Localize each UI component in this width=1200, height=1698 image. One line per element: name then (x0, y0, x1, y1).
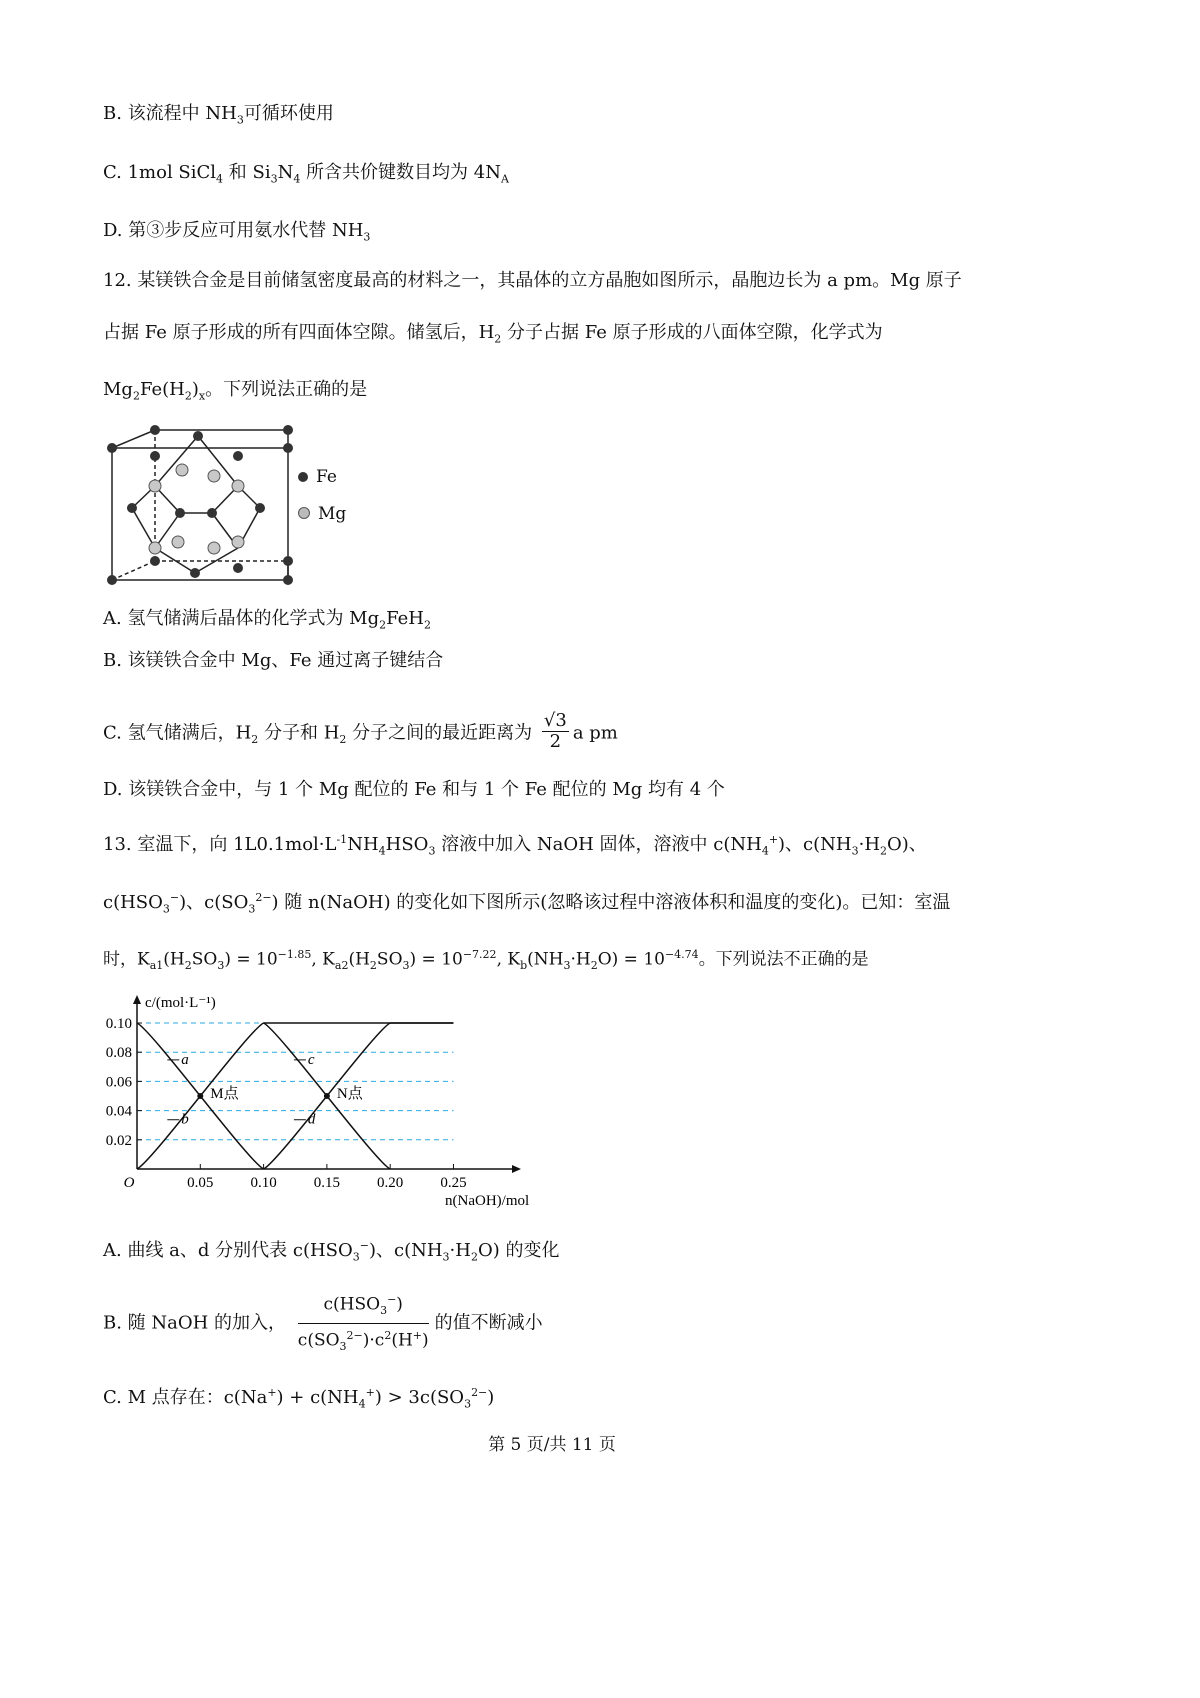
x-tick-label: 0.20 (377, 1175, 404, 1191)
concentration-chart (95, 993, 565, 1215)
point-marker (324, 1093, 330, 1099)
fraction: $c(HSO_3^-)$ $c(SO_3^{2-})\cdot c^2(H^+)$ (298, 1288, 429, 1359)
q12-stem-line1: 12. 某镁铁合金是目前储氢密度最高的材料之一，其晶体的立方晶胞如图所示，晶胞边长为 a pm。Mg 原子 (103, 270, 962, 291)
y-tick-label: 0.08 (105, 1045, 132, 1062)
mg-atom-icon (298, 507, 310, 519)
y-axis-label: c/(mol·L⁻¹) (145, 995, 216, 1011)
y-tick-label: 0.02 (105, 1132, 132, 1149)
q12-stem-line2: 占据 Fe 原子形成的所有四面体空隙。储氢后，$H_2$ 分子占据 Fe 原子形成的八面体空隙，化学式为 (103, 322, 883, 346)
point-label: M点 (210, 1086, 239, 1102)
x-tick-label: 0.05 (187, 1175, 214, 1191)
y-axis-arrow-icon (133, 995, 141, 1004)
series-b-label: b (181, 1111, 189, 1128)
point-label: N点 (336, 1086, 363, 1102)
x-tick-label: 0.15 (313, 1175, 341, 1191)
fe-atom-icon (298, 472, 308, 482)
q13-option-a: A. 曲线 a、d 分别代表 $c(HSO_3^-)$、$c(NH_3\cdot H_2O)$ 的变化 (103, 1239, 560, 1264)
fraction: $\frac{√3}{2}$ (543, 710, 567, 752)
q13-stem-line2: $c(HSO_3^-)$、$c(SO_3^{2-})$ 随 n(NaOH) 的变化如下图所示(忽略该过程中溶液体积和温度的变化)。已知：室温 (103, 891, 951, 916)
series-a-label: a (181, 1051, 189, 1068)
x-axis-arrow-icon (512, 1165, 521, 1173)
q13-option-b: B. 随 NaOH 的加入， $c(HSO_3^-)$ $c(SO_3^{2-})\cdot c^2(H^+)$ 的值不断减小 (103, 1288, 543, 1359)
q12-option-d: D. 该镁铁合金中，与 1 个 Mg 配位的 Fe 和与 1 个 Fe 配位的 Mg 均有 4 个 (103, 779, 725, 800)
crystal-cell-diagram (100, 418, 300, 590)
origin-label: O (123, 1175, 135, 1191)
point-marker (197, 1093, 203, 1099)
q12-option-c: C. 氢气储满后，$H_2$ 分子和 $H_2$ 分子之间的最近距离为 $\frac{√3}{2}$ a pm (103, 710, 618, 752)
legend-fe: Fe (298, 467, 337, 487)
q11-option-b: B. 该流程中 $NH_3$可循环使用 (103, 103, 334, 127)
legend-mg: Mg (298, 504, 346, 524)
q12-option-a: A. 氢气储满后晶体的化学式为 $Mg_2FeH_2$ (103, 608, 431, 632)
x-axis-label: n(NaOH)/mol (445, 1193, 530, 1209)
q13-stem-line3: 时，$K_{a1}(H_2SO_3) = 10^{-1.85}$, $K_{a2}(H_2SO_3) = 10^{-7.22}$, $K_b(NH_3\cdot H_2O) = 10^{-4.74}$。下列说法不正确的是 (103, 948, 869, 973)
series-c-label: c (307, 1051, 315, 1068)
q13-stem-line1: 13. 室温下，向 $1L0.1mol\cdot L^{-1}NH_4HSO_3$ 溶液中加入 NaOH 固体，溶液中 $c(NH_4^+)$、$c(NH_3\cdot H_2O)$、 (103, 833, 927, 858)
page-footer: 第 5 页/共 11 页 (488, 1435, 616, 1455)
series-d-label: d (307, 1111, 316, 1128)
y-tick-label: 0.06 (105, 1074, 132, 1091)
q11-option-d: D. 第③步反应可用氨水代替 $NH_3$ (103, 220, 371, 244)
q12-option-b: B. 该镁铁合金中 Mg、Fe 通过离子键结合 (103, 650, 444, 671)
y-tick-label: 0.04 (105, 1103, 132, 1120)
x-tick-label: 0.25 (440, 1175, 467, 1191)
q12-stem-line3: $Mg_2Fe(H_2)_x$。下列说法正确的是 (103, 379, 368, 403)
y-tick-label: 0.10 (105, 1016, 132, 1032)
q13-option-c: C. M 点存在：$c(Na^+) + c(NH_4^+) > 3c(SO_3^{2-})$ (103, 1386, 495, 1411)
q11-option-c: C. 1mol SiCl$_4$ 和 $Si_3N_4$ 所含共价键数目均为 $4N_A$ (103, 162, 509, 186)
x-tick-label: 0.10 (250, 1175, 277, 1191)
